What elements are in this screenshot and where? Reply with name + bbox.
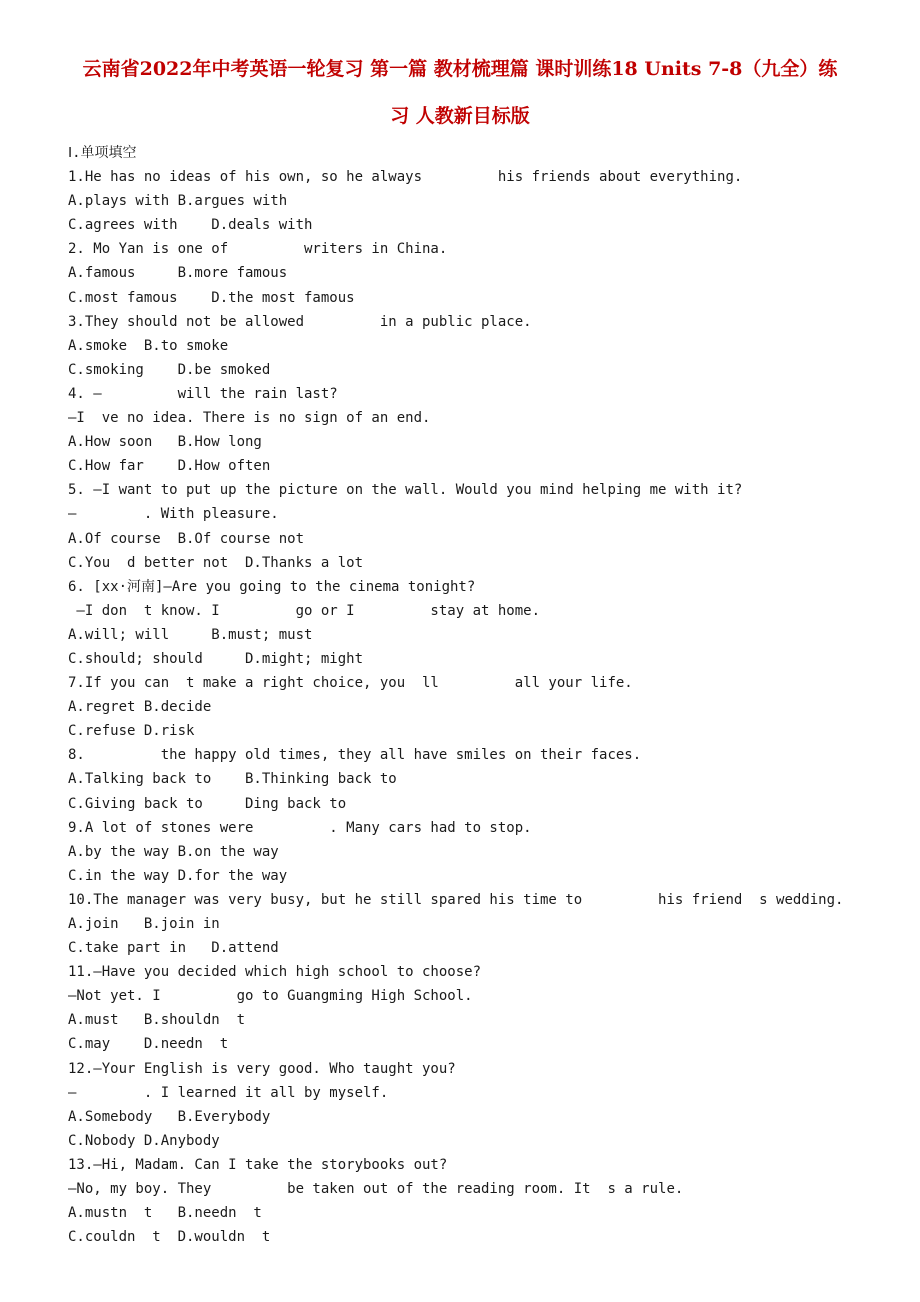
question-line: 2. Mo Yan is one of writers in China. (68, 241, 448, 258)
question-line: 3.They should not be allowed in a public place. (68, 313, 532, 330)
option-line: A.famous B.more famous (68, 265, 288, 282)
option-line: C.in the way D.for the way (68, 867, 288, 884)
document-title-line-2: 习 人教新目标版 (390, 105, 530, 127)
option-line: C.should; should D.might; might (68, 650, 364, 667)
question-line: 10.The manager was very busy, but he still spared his time to his friend s wedding. (68, 891, 844, 908)
option-line: A.must B.shouldn t (68, 1012, 246, 1029)
question-line: 4. — will the rain last? (68, 385, 338, 402)
question-line: 13.—Hi, Madam. Can I take the storybooks out? (68, 1156, 448, 1173)
question-line: 12.—Your English is very good. Who taught you? (68, 1060, 456, 1077)
question-line: —I don t know. I go or I stay at home. (68, 602, 541, 619)
option-line: C.agrees with D.deals with (68, 217, 313, 234)
option-line: C.may D.needn t (68, 1036, 229, 1053)
option-line: C.Giving back to Ding back to (68, 795, 347, 812)
exercise-body (68, 141, 898, 1249)
option-line: A.Somebody B.Everybody (68, 1108, 271, 1125)
option-line: C.How far D.How often (68, 458, 271, 475)
question-line: 7.If you can t make a right choice, you ll all your life. (68, 675, 633, 692)
question-line: 6. [xx·河南]—Are you going to the cinema tonight? (68, 578, 476, 595)
option-line: A.smoke B.to smoke (68, 337, 229, 354)
question-line: —Not yet. I go to Guangming High School. (68, 988, 473, 1005)
option-line: A.by the way B.on the way (68, 843, 279, 860)
question-line: 8. the happy old times, they all have smiles on their faces. (68, 747, 642, 764)
option-line: A.join B.join in (68, 916, 220, 932)
option-line: C.You d better not D.Thanks a lot (68, 554, 364, 571)
question-line: — . With pleasure. (68, 506, 279, 523)
option-line: A.regret B.decide (68, 699, 212, 716)
question-line: —I ve no idea. There is no sign of an end. (68, 410, 431, 427)
question-line: — . I learned it all by myself. (68, 1084, 389, 1101)
question-line: —No, my boy. They be taken out of the reading room. It s a rule. (68, 1181, 684, 1198)
section-heading: Ⅰ.单项填空 (68, 145, 137, 161)
option-line: C.Nobody D.Anybody (68, 1132, 220, 1149)
question-line: 11.—Have you decided which high school to choose? (68, 964, 482, 981)
option-line: C.couldn t D.wouldn t (68, 1229, 271, 1246)
option-line: A.mustn t B.needn t (68, 1205, 262, 1222)
option-line: C.take part in D.attend (68, 940, 279, 957)
question-line: 9.A lot of stones were . Many cars had to stop. (68, 819, 532, 836)
option-line: C.most famous D.the most famous (68, 289, 355, 306)
option-line: C.smoking D.be smoked (68, 361, 271, 378)
option-line: A.will; will B.must; must (68, 626, 313, 643)
question-line: 1.He has no ideas of his own, so he always his friends about everything. (68, 169, 743, 186)
option-line: A.plays with B.argues with (68, 193, 288, 210)
option-line: A.Of course B.Of course not (68, 530, 305, 547)
question-line: 5. —I want to put up the picture on the wall. Would you mind helping me with it? (68, 482, 743, 499)
option-line: A.How soon B.How long (68, 434, 262, 451)
option-line: C.refuse D.risk (68, 723, 195, 740)
option-line: A.Talking back to B.Thinking back to (68, 771, 397, 788)
document-title-line-1: 云南省2022年中考英语一轮复习 第一篇 教材梳理篇 课时训练18 Units 7-8（九全）练 (82, 58, 838, 80)
